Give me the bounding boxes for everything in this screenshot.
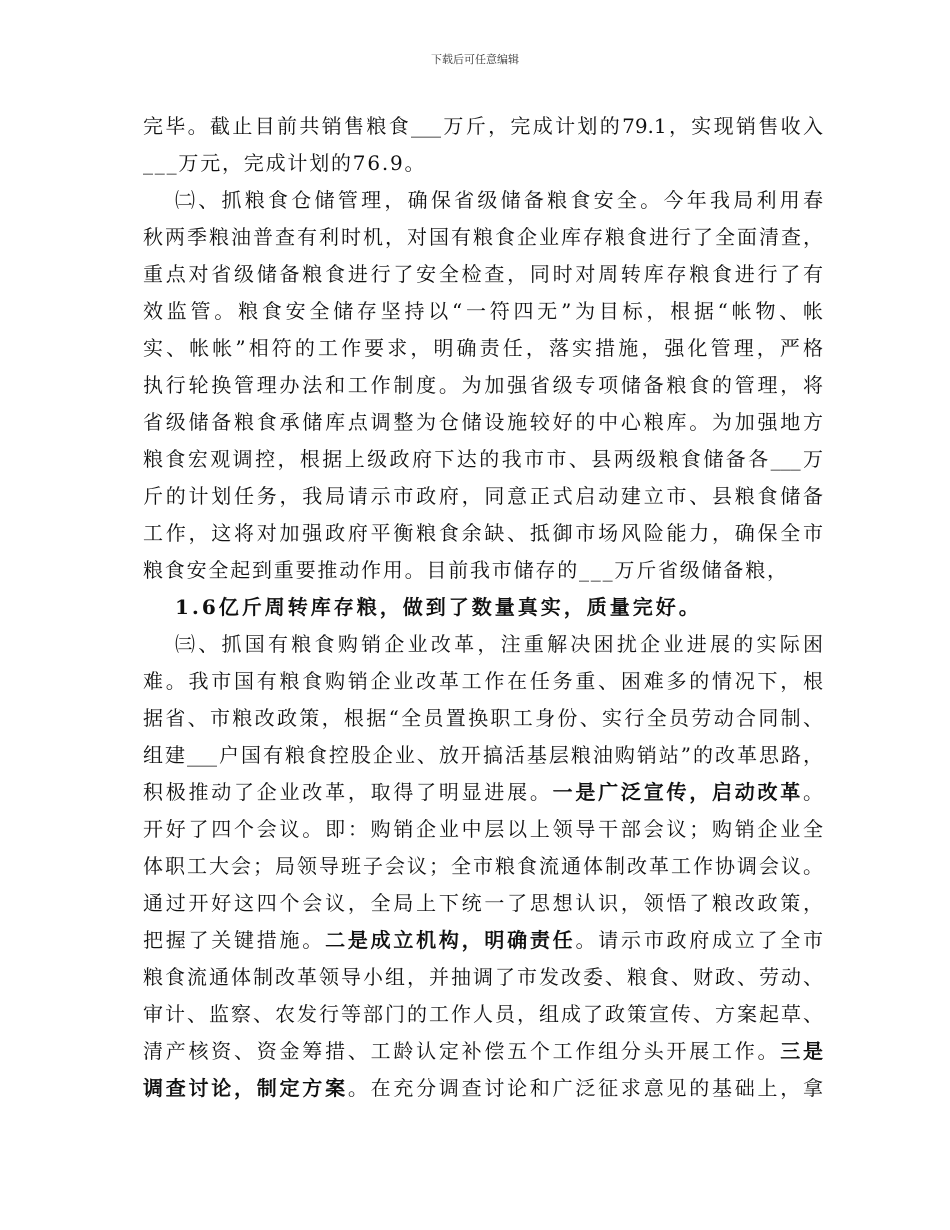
text-line: [143, 404, 823, 441]
text-run: ___万元，完成计划的76.9。: [143, 151, 427, 175]
text-line: [143, 885, 823, 922]
text-line: [143, 922, 823, 959]
text-line: [143, 330, 823, 367]
text-run: 粮食安全起到重要推动作用。目前我市储存的___万斤省级储备粮，: [143, 558, 789, 582]
text-run: 体职工大会；局领导班子会议；全市粮食流通体制改革工作协调会议。: [143, 854, 823, 878]
text-run: 开好了四个会议。即：购销企业中层以上领导干部会议；购销企业全: [143, 817, 823, 841]
text-run: 通过开好这四个会议，全局上下统一了思想认识，领悟了粮改政策，: [143, 891, 823, 915]
text-line: [143, 478, 823, 515]
text-run: 粮食宏观调控，根据上级政府下达的我市市、县两级粮食储备各___万: [143, 447, 823, 471]
text-line: [143, 626, 823, 663]
text-run: 省级储备粮食承储库点调整为仓储设施较好的中心粮库。为加强地方: [143, 410, 823, 434]
bold-phrase: 调查讨论，制定方案: [143, 1076, 348, 1100]
text-line: [143, 774, 823, 811]
text-line: [143, 293, 823, 330]
text-run: 斤的计划任务，我局请示市政府，同意正式启动建立市、县粮食储备: [143, 484, 823, 508]
text-line: [143, 737, 823, 774]
text-run: 难。我市国有粮食购销企业改革工作在任务重、困难多的情况下，根: [143, 669, 823, 693]
text-run: 完毕。截止目前共销售粮食___万斤，完成计划的79.1，实现销售收入: [143, 114, 823, 138]
page-header-note: 下载后可任意编辑: [431, 53, 519, 66]
paragraph: [143, 626, 823, 1107]
text-line: [143, 663, 823, 700]
text-line: [143, 441, 823, 478]
text-line: [143, 182, 823, 219]
text-run: 组建___户国有粮食控股企业、放开搞活基层粮油购销站”的改革思路，: [143, 743, 823, 767]
text-line: [143, 145, 823, 182]
bold-phrase: 1.6亿斤周转库存粮，做到了数量真实，质量完好。: [175, 595, 702, 619]
text-run: 把握了关键措施。: [143, 928, 326, 952]
text-run: 审计、监察、农发行等部门的工作人员，组成了政策宣传、方案起草、: [143, 1002, 823, 1026]
text-run: 工作，这将对加强政府平衡粮食余缺、抵御市场风险能力，确保全市: [143, 521, 823, 545]
text-run: ㈡、抓粮食仓储管理，确保省级储备粮食安全。今年我局利用春: [175, 188, 823, 212]
text-run: 。在充分调查讨论和广泛征求意见的基础上，拿: [347, 1076, 824, 1100]
text-run: 秋两季粮油普查有利时机，对国有粮食企业库存粮食进行了全面清查，: [143, 225, 823, 249]
paragraph: [143, 589, 823, 626]
text-run: 积极推动了企业改革，取得了明显进展。: [143, 780, 553, 804]
text-run: 清产核资、资金筹措、工龄认定补偿五个工作组分头开展工作。: [143, 1039, 781, 1063]
text-line: [143, 552, 823, 589]
text-line: [143, 811, 823, 848]
text-line: [143, 219, 823, 256]
text-line: [143, 700, 823, 737]
bold-phrase: 三是: [780, 1039, 824, 1063]
text-run: ㈢、抓国有粮食购销企业改革，注重解决困扰企业进展的实际困: [175, 632, 823, 656]
text-run: 效监管。粮食安全储存坚持以“一符四无”为目标，根据“帐物、帐: [143, 299, 823, 323]
text-run: 重点对省级储备粮食进行了安全检查，同时对周转库存粮食进行了有: [143, 262, 823, 286]
text-line: [143, 515, 823, 552]
bold-phrase: 二是成立机构，明确责任: [325, 928, 576, 952]
text-run: 粮食流通体制改革领导小组，并抽调了市发改委、粮食、财政、劳动、: [143, 965, 823, 989]
text-line: [143, 848, 823, 885]
bold-phrase: 一是广泛宣传，启动改革: [552, 780, 804, 804]
bold-text-line: [143, 589, 823, 626]
text-line: [143, 959, 823, 996]
text-line: [143, 1070, 823, 1107]
text-line: [143, 1033, 823, 1070]
text-run: 。请示市政府成立了全市: [575, 928, 824, 952]
text-run: 执行轮换管理办法和工作制度。为加强省级专项储备粮食的管理，将: [143, 373, 823, 397]
paragraph: [143, 108, 823, 182]
text-line: [143, 996, 823, 1033]
text-line: [143, 367, 823, 404]
document-body: [143, 108, 823, 1107]
text-line: [143, 108, 823, 145]
text-run: 。: [803, 780, 824, 804]
text-run: 据省、市粮改政策，根据“全员置换职工身份、实行全员劳动合同制、: [143, 706, 823, 730]
text-line: [143, 256, 823, 293]
paragraph: [143, 182, 823, 589]
text-run: 实、帐帐”相符的工作要求，明确责任，落实措施，强化管理，严格: [143, 336, 823, 360]
